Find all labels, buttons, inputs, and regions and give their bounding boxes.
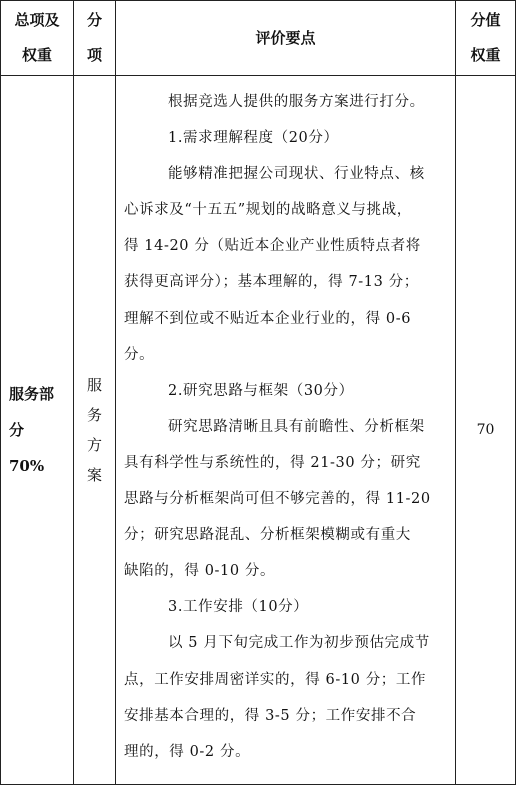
- total-line1: 服务部: [9, 385, 55, 403]
- criteria-line: 安排基本合理的，得 3-5 分；工作安排不合: [124, 707, 417, 724]
- criteria-line: 具有科学性与系统性的，得 21-30 分；研究: [124, 454, 421, 471]
- header-weight-line1: 分值: [470, 11, 501, 29]
- header-total-line2: 权重: [21, 46, 52, 64]
- criteria-line: 缺陷的，得 0-10 分。: [124, 563, 276, 580]
- criteria-line: 思路与分析框架尚可但不够完善的，得 11-20: [124, 491, 431, 508]
- total-line2: 分: [9, 421, 25, 439]
- criteria-line: 1.需求理解程度（20分）: [168, 130, 339, 147]
- criteria-line: 3.工作安排（10分）: [168, 599, 309, 616]
- criteria-line: 以 5 月下旬完成工作为初步预估完成节: [168, 635, 430, 652]
- criteria-lines: [124, 84, 447, 770]
- service-row: [1, 76, 516, 785]
- criteria-line: 理解不到位或不贴近本企业行业的，得 0-6: [124, 310, 412, 327]
- criteria-line: 点，工作安排周密详实的，得 6-10 分；工作: [124, 671, 427, 688]
- criteria-line: 分；研究思路混乱、分析框架模糊或有重大: [124, 527, 411, 544]
- header-sub-line2: 项: [86, 46, 102, 64]
- criteria-line: 分。: [124, 346, 155, 363]
- criteria-cell: [116, 76, 456, 785]
- header-score-weight: [456, 1, 516, 76]
- criteria-line: 得 14-20 分（贴近本企业产业性质特点者将: [124, 238, 421, 255]
- criteria-line: 获得更高评分）；基本理解的，得 7-13 分；: [124, 274, 419, 291]
- total-line3: 70%: [9, 457, 45, 475]
- criteria-line: 2.研究思路与框架（30分）: [168, 382, 354, 399]
- header-sub-line1: 分: [86, 11, 102, 29]
- header-total-line1: 总项及: [14, 11, 60, 29]
- header-total-weight: [1, 1, 74, 76]
- header-subitem: [74, 1, 116, 76]
- header-weight-line2: 权重: [470, 46, 501, 64]
- total-weight-cell: [1, 76, 74, 785]
- subitem-text: 服务方案: [86, 376, 102, 484]
- criteria-line: 根据竞选人提供的服务方案进行打分。: [168, 94, 425, 110]
- header-criteria: 评价要点: [116, 1, 456, 76]
- criteria-line: 心诉求及“十五五”规划的战略意义与挑战，: [124, 202, 412, 219]
- score-weight-cell: 70: [456, 76, 516, 785]
- subitem-cell: [74, 76, 116, 785]
- criteria-line: 理的，得 0-2 分。: [124, 743, 251, 760]
- header-row: [1, 1, 516, 76]
- criteria-line: 能够精准把握公司现状、行业特点、核: [168, 166, 425, 183]
- criteria-line: 研究思路清晰且具有前瞻性、分析框架: [168, 418, 425, 435]
